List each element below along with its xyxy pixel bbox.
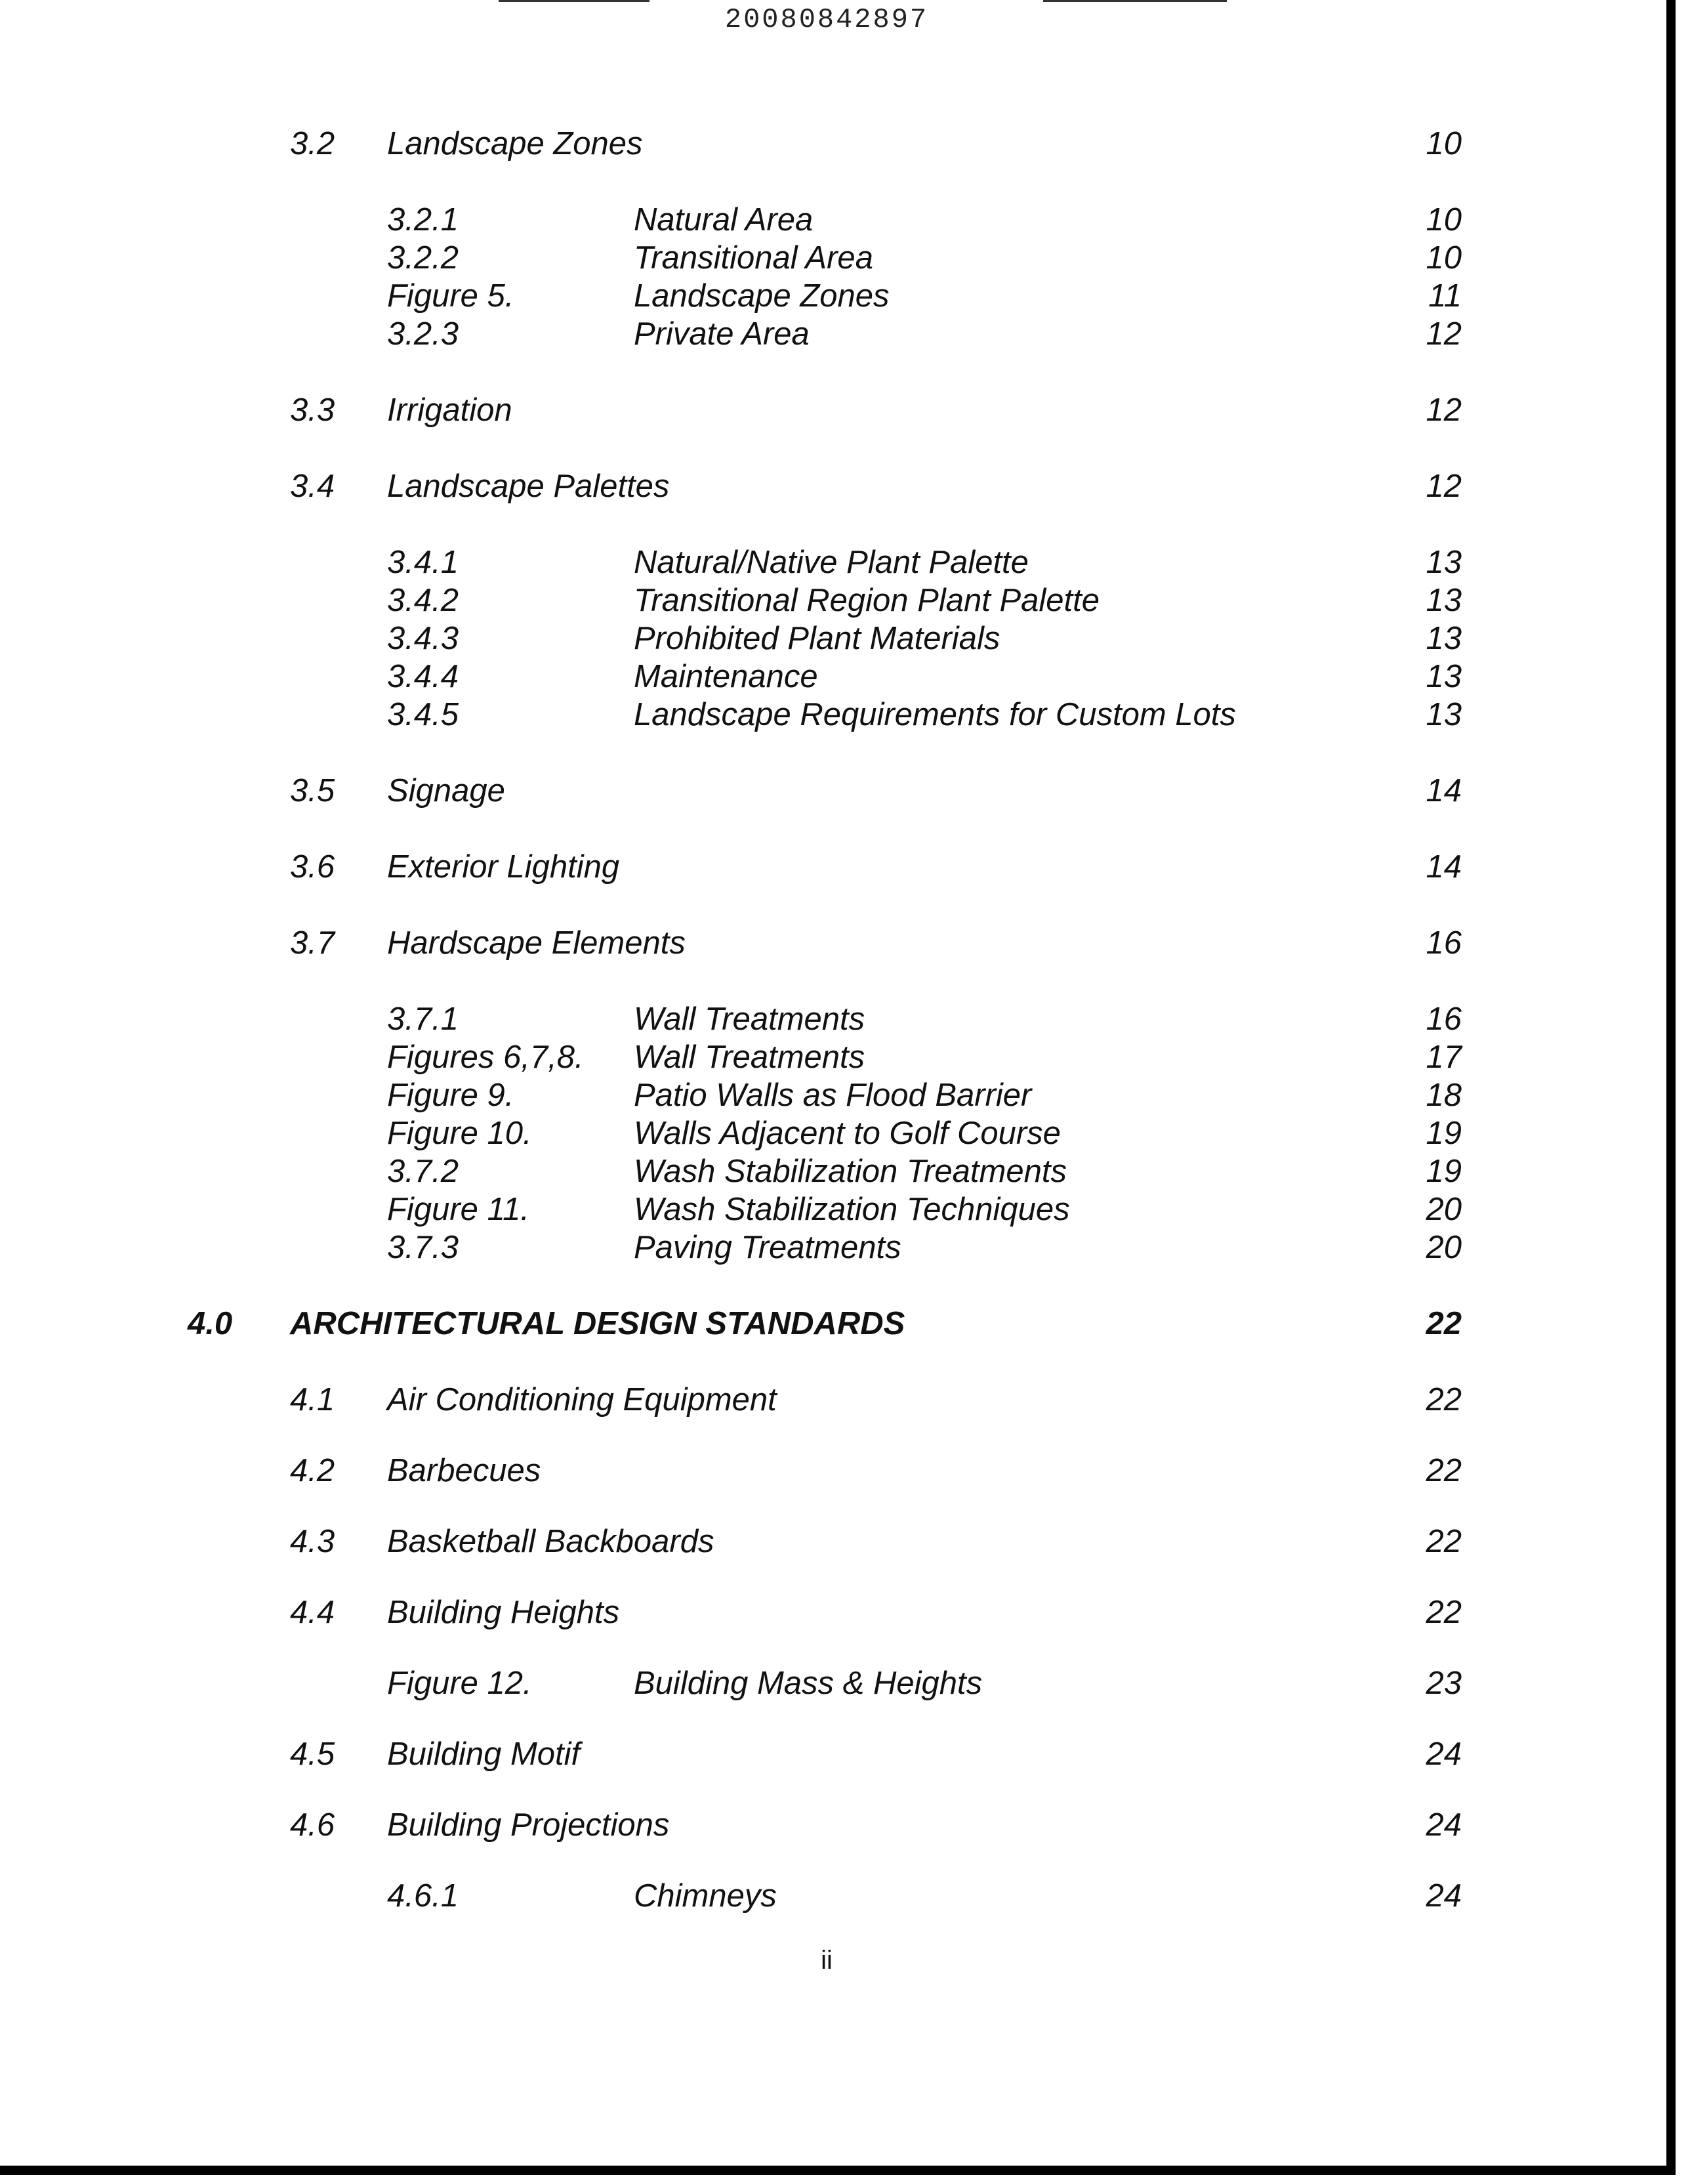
subsection-number: 3.4.1: [387, 545, 459, 580]
subsection-title: Transitional Area: [634, 240, 873, 276]
section-title: Exterior Lighting: [387, 849, 620, 885]
figure-number: Figure 9.: [387, 1078, 514, 1113]
toc-entry-figure-12: [0, 1664, 1666, 1702]
section-title: Landscape Palettes: [387, 469, 670, 504]
section-number: 4.6: [290, 1807, 335, 1843]
subsection-number: 3.7.2: [387, 1154, 459, 1189]
page-number: 11: [1428, 278, 1462, 314]
page-number: 22: [1426, 1524, 1462, 1559]
subsection-number: 3.4.5: [387, 697, 459, 732]
subsection-number: 3.7.3: [387, 1230, 459, 1265]
toc-entry-3-7-3: [0, 1228, 1666, 1267]
section-title: Building Heights: [387, 1595, 620, 1630]
page-number: 22: [1426, 1453, 1462, 1488]
chapter-title: ARCHITECTURAL DESIGN STANDARDS: [290, 1306, 905, 1341]
toc-entry-3-6: [0, 848, 1666, 886]
figure-number: Figure 10.: [387, 1116, 532, 1151]
figure-title: Wash Stabilization Techniques: [634, 1192, 1070, 1227]
toc-entry-4-0: [0, 1305, 1666, 1343]
section-number: 4.3: [290, 1524, 335, 1559]
figure-number: Figure 11.: [387, 1192, 529, 1227]
page-number: 12: [1426, 316, 1462, 352]
section-title: Building Motif: [387, 1736, 581, 1772]
page-number: 18: [1426, 1078, 1462, 1113]
toc-entry-figure-9: [0, 1076, 1666, 1114]
page-number: 24: [1426, 1878, 1462, 1914]
section-title: Barbecues: [387, 1453, 541, 1488]
subsection-title: Prohibited Plant Materials: [634, 621, 1000, 656]
toc-entry-figures-6-7-8: [0, 1038, 1666, 1076]
toc-entry-3-2-1: [0, 201, 1666, 239]
section-title: Basketball Backboards: [387, 1524, 714, 1559]
section-title: Building Projections: [387, 1807, 670, 1843]
toc-entry-4-4: [0, 1593, 1666, 1631]
page-number: 13: [1426, 659, 1462, 694]
figure-title: Patio Walls as Flood Barrier: [634, 1078, 1032, 1113]
page-number: 16: [1426, 925, 1462, 961]
toc-entry-3-2: [0, 125, 1666, 163]
toc-entry-3-4-5: [0, 696, 1666, 734]
figure-title: Wall Treatments: [634, 1040, 865, 1075]
figure-title: Walls Adjacent to Golf Course: [634, 1116, 1061, 1151]
toc-entry-4-5: [0, 1735, 1666, 1773]
subsection-title: Transitional Region Plant Palette: [634, 583, 1100, 618]
page-number: 19: [1426, 1116, 1462, 1151]
subsection-title: Landscape Requirements for Custom Lots: [634, 697, 1236, 732]
toc-entry-3-4-1: [0, 543, 1666, 581]
page-number: 23: [1426, 1666, 1462, 1701]
toc-entry-4-6: [0, 1806, 1666, 1844]
toc-entry-figure-10: [0, 1114, 1666, 1152]
subsection-number: 3.4.4: [387, 659, 459, 694]
top-rule-left: [499, 0, 649, 2]
toc-entry-figure-11: [0, 1190, 1666, 1228]
toc-entry-3-4-4: [0, 658, 1666, 696]
section-number: 4.4: [290, 1595, 335, 1630]
page-number: 13: [1426, 583, 1462, 618]
scan-bottom-border: [0, 2166, 1676, 2175]
subsection-title: Chimneys: [634, 1878, 777, 1914]
section-number: 3.3: [290, 392, 335, 428]
figure-title: Building Mass & Heights: [634, 1666, 983, 1701]
section-number: 4.2: [290, 1453, 335, 1488]
page-number: 13: [1426, 545, 1462, 580]
document-number: 20080842897: [724, 4, 929, 35]
subsection-number: 3.2.2: [387, 240, 459, 276]
subsection-number: 3.2.3: [387, 316, 459, 352]
figure-title: Landscape Zones: [634, 278, 890, 314]
page-number: 17: [1426, 1040, 1462, 1075]
toc-entry-3-4: [0, 467, 1666, 505]
toc-entry-figure-5: [0, 277, 1666, 315]
page-number: 22: [1426, 1306, 1462, 1341]
page-number: 24: [1426, 1736, 1462, 1772]
scan-right-border: [1666, 0, 1676, 2172]
section-number: 3.7: [290, 925, 335, 961]
toc-entry-3-3: [0, 391, 1666, 429]
toc-entry-3-4-3: [0, 620, 1666, 658]
page-number: 10: [1426, 202, 1462, 238]
subsection-title: Natural Area: [634, 202, 814, 238]
subsection-title: Paving Treatments: [634, 1230, 901, 1265]
page-number: 24: [1426, 1807, 1462, 1843]
toc-entry-3-2-3: [0, 315, 1666, 353]
toc-entry-3-7-1: [0, 1000, 1666, 1038]
section-title: Irrigation: [387, 392, 512, 428]
page-number: 12: [1426, 392, 1462, 428]
subsection-title: Wall Treatments: [634, 1001, 865, 1037]
section-number: 3.6: [290, 849, 335, 885]
subsection-title: Private Area: [634, 316, 810, 352]
subsection-title: Maintenance: [634, 659, 818, 694]
page-number: 13: [1426, 621, 1462, 656]
figure-number: Figures 6,7,8.: [387, 1040, 584, 1075]
page-footer-number: ii: [821, 1946, 833, 1975]
top-rule-right: [1043, 0, 1227, 2]
page-number: 12: [1426, 469, 1462, 504]
page-number: 20: [1426, 1192, 1462, 1227]
section-title: Signage: [387, 773, 505, 808]
toc-entry-3-5: [0, 772, 1666, 810]
section-title: Landscape Zones: [387, 126, 643, 161]
page-number: 14: [1426, 773, 1462, 808]
figure-number: Figure 5.: [387, 278, 514, 314]
subsection-title: Natural/Native Plant Palette: [634, 545, 1029, 580]
toc-entry-4-6-1: [0, 1877, 1666, 1915]
subsection-number: 3.4.2: [387, 583, 459, 618]
toc-entry-4-1: [0, 1381, 1666, 1419]
subsection-number: 4.6.1: [387, 1878, 459, 1914]
section-number: 4.1: [290, 1382, 335, 1418]
chapter-number: 4.0: [188, 1306, 233, 1341]
page-number: 10: [1426, 126, 1462, 161]
subsection-number: 3.4.3: [387, 621, 459, 656]
page-number: 10: [1426, 240, 1462, 276]
page-number: 22: [1426, 1595, 1462, 1630]
table-of-contents: [0, 125, 1666, 1915]
section-number: 3.4: [290, 469, 335, 504]
toc-entry-3-4-2: [0, 581, 1666, 620]
page-number: 20: [1426, 1230, 1462, 1265]
section-number: 4.5: [290, 1736, 335, 1772]
page-number: 19: [1426, 1154, 1462, 1189]
page-number: 22: [1426, 1382, 1462, 1418]
toc-entry-4-2: [0, 1452, 1666, 1490]
figure-number: Figure 12.: [387, 1666, 532, 1701]
toc-entry-4-3: [0, 1522, 1666, 1561]
section-title: Air Conditioning Equipment: [387, 1382, 777, 1418]
section-title: Hardscape Elements: [387, 925, 686, 961]
toc-entry-3-7-2: [0, 1152, 1666, 1190]
subsection-title: Wash Stabilization Treatments: [634, 1154, 1067, 1189]
toc-entry-3-7: [0, 924, 1666, 962]
page-number: 13: [1426, 697, 1462, 732]
subsection-number: 3.2.1: [387, 202, 459, 238]
section-number: 3.2: [290, 126, 335, 161]
toc-entry-3-2-2: [0, 239, 1666, 277]
page-number: 14: [1426, 849, 1462, 885]
section-number: 3.5: [290, 773, 335, 808]
subsection-number: 3.7.1: [387, 1001, 459, 1037]
page-number: 16: [1426, 1001, 1462, 1037]
